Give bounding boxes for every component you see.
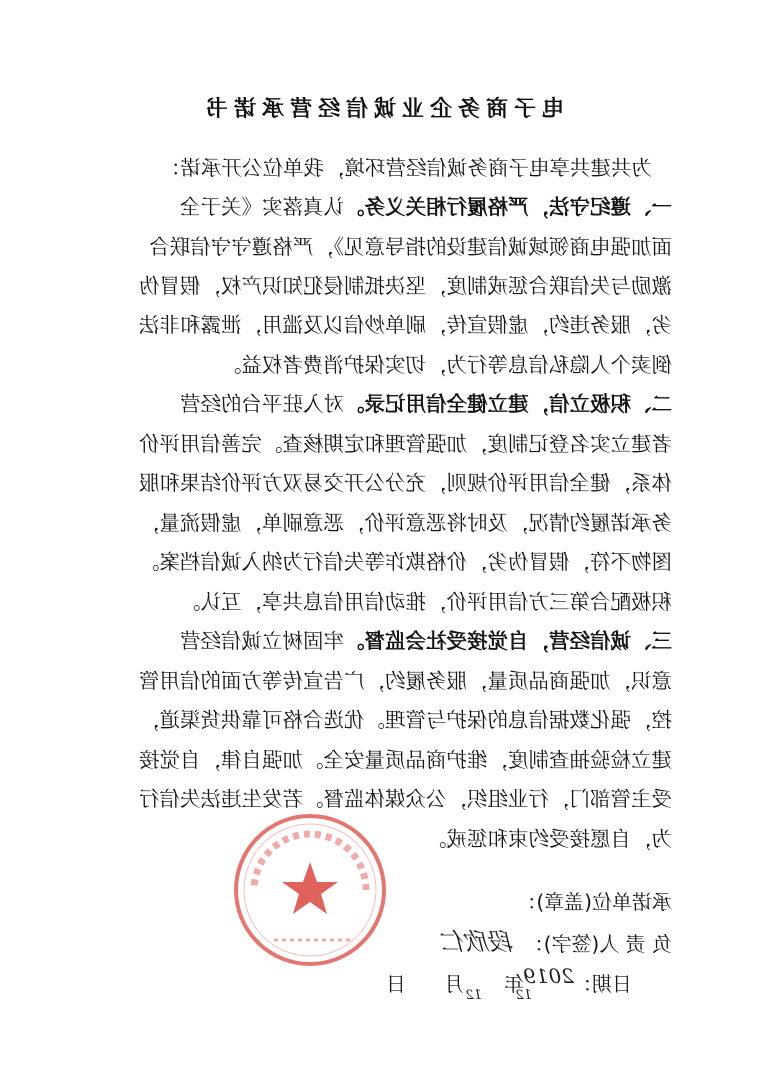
section-1-line-1: 认真落实《关于全 <box>180 195 344 219</box>
date-year: 2019 <box>523 964 574 988</box>
section-3-line-4: 建立检验抽查制度，维护商品质量安全。加强自律，自觉接 <box>139 748 672 772</box>
section-3-first-line <box>92 628 672 654</box>
document-title: 电子商务企业诚信经营承诺书 <box>200 96 565 122</box>
section-2-line-3: 体系，健全信用评价规则，充分公开交易双方评价结果和服 <box>139 471 672 495</box>
date-label: 日期： <box>572 972 632 996</box>
section-2-heading: 二、积极立信，建立健全信用记录。 <box>344 392 672 416</box>
section-1-line-5: 倒卖个人隐私信息等行为，切实保护消费者权益。 <box>221 353 672 377</box>
person-signature: 段欣仁 <box>442 928 514 956</box>
section-2-first-line <box>92 391 672 417</box>
date-month: 12 <box>515 988 532 1003</box>
section-1-line-2: 面加强电商领域诚信建设的指导意见》，严格遵守守信联合 <box>149 235 672 259</box>
section-1-first-line <box>92 194 672 220</box>
section-1-line-3: 激励与失信联合惩戒制度，坚决抵制侵犯知识产权，假冒伪 <box>139 274 672 298</box>
date-year-unit: 年 <box>504 972 524 996</box>
section-3-line-5: 受主管部门，行业组织，公众媒体监督。若发生违法失信行 <box>139 787 672 811</box>
section-3-line-6: 为，自愿接受约束和惩戒。 <box>426 827 672 851</box>
section-2-line-1: 对入驻平台的经营 <box>180 392 344 416</box>
section-1-heading: 一、遵纪守法，严格履行相关义务。 <box>344 195 672 219</box>
section-1-line-4: 劣，服务违约，虚假宣传，刷单炒信以及滥用，泄露和非法 <box>139 313 672 337</box>
date-day: 12 <box>465 988 482 1003</box>
person-label: 负 责 人(签字)： <box>523 932 672 956</box>
section-3-line-1: 牢固树立诚信经营 <box>180 629 344 653</box>
section-3-line-3: 控，强化数据信息的保护与管理。优选合格可靠供货渠道， <box>139 708 672 732</box>
section-3-line-2: 意识，加强商品质量，服务履约，广告宣传等方面的信用管 <box>139 669 672 693</box>
section-3-heading: 三、诚信经营，自觉接受社会监督。 <box>344 629 672 653</box>
section-2-line-5: 图物不符，假冒伪劣，价格欺诈等失信行为纳入诚信档案。 <box>139 550 672 574</box>
section-2-line-6: 积极配合第三方信用评价，推动信用信息共享，互认。 <box>180 590 672 614</box>
company-seal <box>230 810 390 970</box>
intro-line: 为共建共享电子商务诚信经营环境，我单位公开承诺： <box>160 156 652 180</box>
section-2-line-4: 务承诺履约情况，及时将恶意评价，恶意刷单，虚假流量， <box>139 511 672 535</box>
section-2-line-2: 者建立实名登记制度，加强管理和定期核查。完善信用评价 <box>139 432 672 456</box>
unit-label: 承诺单位(盖章)： <box>516 890 672 914</box>
date-month-unit: 月 <box>444 972 464 996</box>
seal-star-icon <box>282 862 338 914</box>
date-day-unit: 日 <box>386 972 406 996</box>
